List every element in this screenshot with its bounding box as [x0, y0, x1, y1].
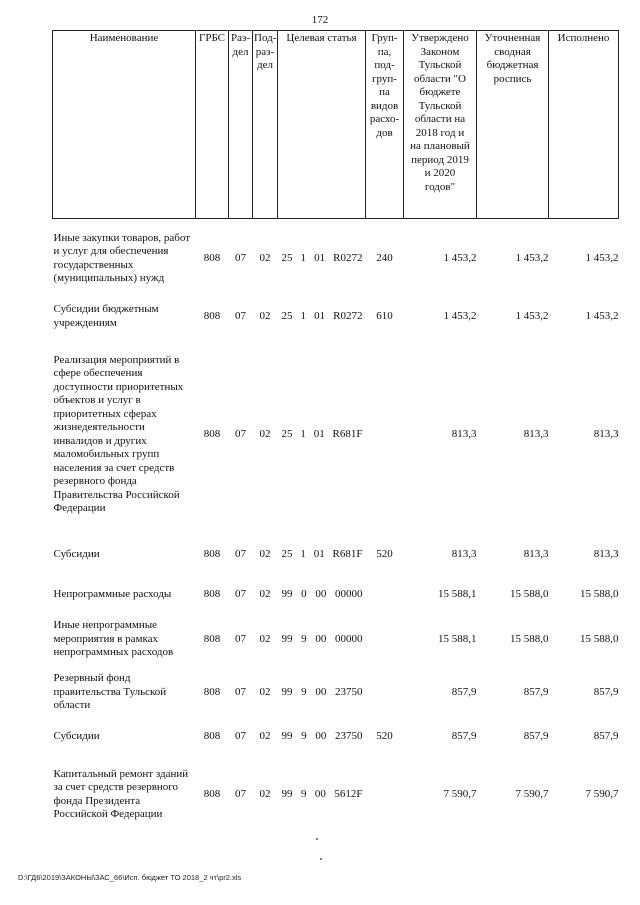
table-row: [53, 299, 619, 335]
row-executed: 857,9: [593, 729, 619, 742]
row-group: 610: [376, 309, 393, 322]
row-approved: 1 453,2: [443, 309, 477, 322]
target-part: 01: [314, 309, 326, 322]
row-approved: 15 588,1: [438, 587, 477, 600]
target-part: 1: [300, 252, 307, 264]
target-part: 99: [281, 587, 293, 600]
target-part: 1: [300, 309, 307, 322]
row-grbs: 808: [203, 547, 221, 560]
row-name: Резервный фонд правительства Тульской области: [53, 672, 167, 712]
row-executed: 813,3: [593, 427, 619, 440]
row-razdel: 07: [235, 632, 246, 645]
row-grbs: 808: [203, 787, 221, 800]
target-part: R0272: [333, 252, 363, 264]
row-razdel: 07: [235, 729, 246, 742]
row-approved: 857,9: [451, 685, 477, 698]
row-target: [278, 575, 366, 615]
row-refined: 7 590,7: [515, 787, 549, 800]
row-refined: 813,3: [523, 427, 549, 440]
row-group: 240: [376, 252, 393, 264]
target-part: 00: [315, 632, 327, 645]
row-podrazdel: 02: [259, 252, 271, 264]
row-name: Непрограммные расходы: [53, 587, 172, 600]
header-executed: Исполнено: [549, 31, 619, 219]
row-name: Субсидии: [53, 547, 100, 560]
footer-file-path: D:\ГД6\2019\ЗАКОНЫ\ЗАС_66\Исп. бюджет ТО 2018_2 чт\pr2.xls: [18, 873, 242, 882]
row-refined: 15 588,0: [510, 632, 549, 645]
header-approved: Утверждено Законом Тульской области "О бюджете Тульской области на 2018 год и на плановый период 2019 и 2020 годов": [404, 31, 477, 219]
row-razdel: 07: [235, 685, 246, 698]
target-part: 25: [281, 252, 293, 264]
row-target: [278, 299, 366, 335]
row-refined: 813,3: [523, 547, 549, 560]
header-podrazdel: Под- раз- дел: [253, 31, 278, 219]
row-grbs: 808: [203, 587, 221, 600]
row-name: Реализация мероприятий в сфере обеспечения доступности приоритетных объектов и услуг в приоритетных сферах жизнедеятельности инвалидов и других маломобильных групп населения за счет средств резервного фонда Правительства Российской Федерации: [53, 353, 184, 514]
row-grbs: 808: [203, 252, 221, 264]
target-part: 25: [281, 547, 293, 560]
row-podrazdel: 02: [259, 309, 271, 322]
table-row: [53, 575, 619, 615]
table-row: [53, 335, 619, 535]
scan-speck: [316, 838, 318, 840]
row-executed: 15 588,0: [580, 587, 619, 600]
target-part: 9: [301, 632, 307, 645]
table-row: [53, 721, 619, 753]
target-part: 99: [281, 787, 293, 800]
row-refined: 15 588,0: [510, 587, 549, 600]
row-group: [366, 615, 404, 665]
row-podrazdel: 02: [259, 587, 271, 600]
header-target: Целевая статья: [278, 31, 366, 219]
row-razdel: 07: [235, 547, 246, 560]
target-part: 00: [314, 787, 326, 800]
row-grbs: 808: [203, 685, 221, 698]
row-podrazdel: 02: [259, 729, 271, 742]
header-group: Груп- па, под- груп- па видов расхо- дов: [366, 31, 404, 219]
target-part: 9: [301, 685, 307, 698]
row-grbs: 808: [203, 632, 221, 645]
row-name: Субсидии бюджетным учреждениям: [53, 303, 159, 329]
row-refined: 857,9: [523, 729, 549, 742]
table-body: [53, 219, 619, 837]
target-part: 01: [314, 252, 326, 264]
row-podrazdel: 02: [259, 632, 271, 645]
row-name: Капитальный ремонт зданий за счет средств резервного фонда Президента Российской Федерации: [53, 767, 189, 820]
row-target: [278, 665, 366, 721]
table-row: [53, 665, 619, 721]
row-refined: 1 453,2: [515, 309, 549, 322]
row-executed: 1 453,2: [585, 252, 619, 264]
row-approved: 1 453,2: [443, 252, 477, 264]
row-executed: 857,9: [593, 685, 619, 698]
row-grbs: 808: [203, 729, 221, 742]
row-approved: 857,9: [451, 729, 477, 742]
row-group: [366, 335, 404, 535]
row-approved: 813,3: [451, 547, 477, 560]
row-group: 520: [376, 729, 393, 742]
target-part: 23750: [334, 729, 363, 742]
row-group: [366, 665, 404, 721]
row-group: 520: [376, 547, 393, 560]
row-name: Иные непрограммные мероприятия в рамках непрограммных расходов: [53, 619, 174, 659]
row-target: [278, 753, 366, 837]
row-razdel: 07: [235, 309, 246, 322]
target-part: 00: [315, 685, 327, 698]
target-part: 9: [300, 787, 307, 800]
table-row: [53, 753, 619, 837]
row-grbs: 808: [203, 427, 221, 440]
row-approved: 813,3: [451, 427, 477, 440]
row-razdel: 07: [235, 787, 246, 800]
target-part: 00: [315, 587, 327, 600]
budget-table: [52, 30, 619, 837]
row-razdel: 07: [235, 587, 246, 600]
target-part: R681F: [332, 547, 363, 560]
row-podrazdel: 02: [259, 787, 271, 800]
row-target: [278, 219, 366, 299]
page-number: 172: [311, 14, 329, 26]
target-part: 00: [315, 729, 327, 742]
row-target: [278, 615, 366, 665]
target-part: 1: [300, 547, 306, 560]
row-refined: 857,9: [523, 685, 549, 698]
header-razdel: Раз- дел: [229, 31, 253, 219]
row-name: Субсидии: [53, 729, 100, 742]
target-part: 01: [313, 427, 325, 440]
target-part: 25: [281, 309, 293, 322]
row-executed: 15 588,0: [580, 632, 619, 645]
table-row: [53, 219, 619, 299]
target-part: 00000: [334, 632, 363, 645]
row-target: [278, 535, 366, 575]
target-part: 0: [301, 587, 307, 600]
target-part: 25: [281, 427, 293, 440]
target-part: 99: [281, 685, 293, 698]
row-refined: 1 453,2: [515, 252, 549, 264]
target-part: R681F: [332, 427, 363, 440]
header-grbs: ГРБС: [196, 31, 229, 219]
row-executed: 7 590,7: [585, 787, 619, 800]
row-approved: 15 588,1: [438, 632, 477, 645]
target-part: 01: [313, 547, 325, 560]
row-name: Иные закупки товаров, работ и услуг для обеспечения государственных (муниципальных) нужд: [53, 231, 191, 285]
row-razdel: 07: [235, 252, 246, 264]
target-part: 23750: [334, 685, 363, 698]
table-row: [53, 615, 619, 665]
row-podrazdel: 02: [259, 427, 271, 440]
target-part: 00000: [334, 587, 363, 600]
target-part: 99: [281, 729, 293, 742]
row-podrazdel: 02: [259, 547, 271, 560]
target-part: 99: [281, 632, 293, 645]
header-name: Наименование: [53, 31, 196, 219]
row-razdel: 07: [235, 427, 246, 440]
target-part: 5612F: [334, 787, 363, 800]
row-podrazdel: 02: [259, 685, 271, 698]
table-row: [53, 535, 619, 575]
header-refined: Уточненная сводная бюджетная роспись: [477, 31, 549, 219]
row-group: [366, 575, 404, 615]
header-row: [53, 31, 619, 219]
row-group: [366, 753, 404, 837]
target-part: R0272: [333, 309, 363, 322]
row-executed: 813,3: [593, 547, 619, 560]
row-approved: 7 590,7: [443, 787, 477, 800]
scan-speck: [320, 858, 322, 860]
row-target: [278, 335, 366, 535]
row-grbs: 808: [203, 309, 221, 322]
row-target: [278, 721, 366, 753]
target-part: 1: [300, 427, 306, 440]
row-executed: 1 453,2: [585, 309, 619, 322]
target-part: 9: [301, 729, 307, 742]
